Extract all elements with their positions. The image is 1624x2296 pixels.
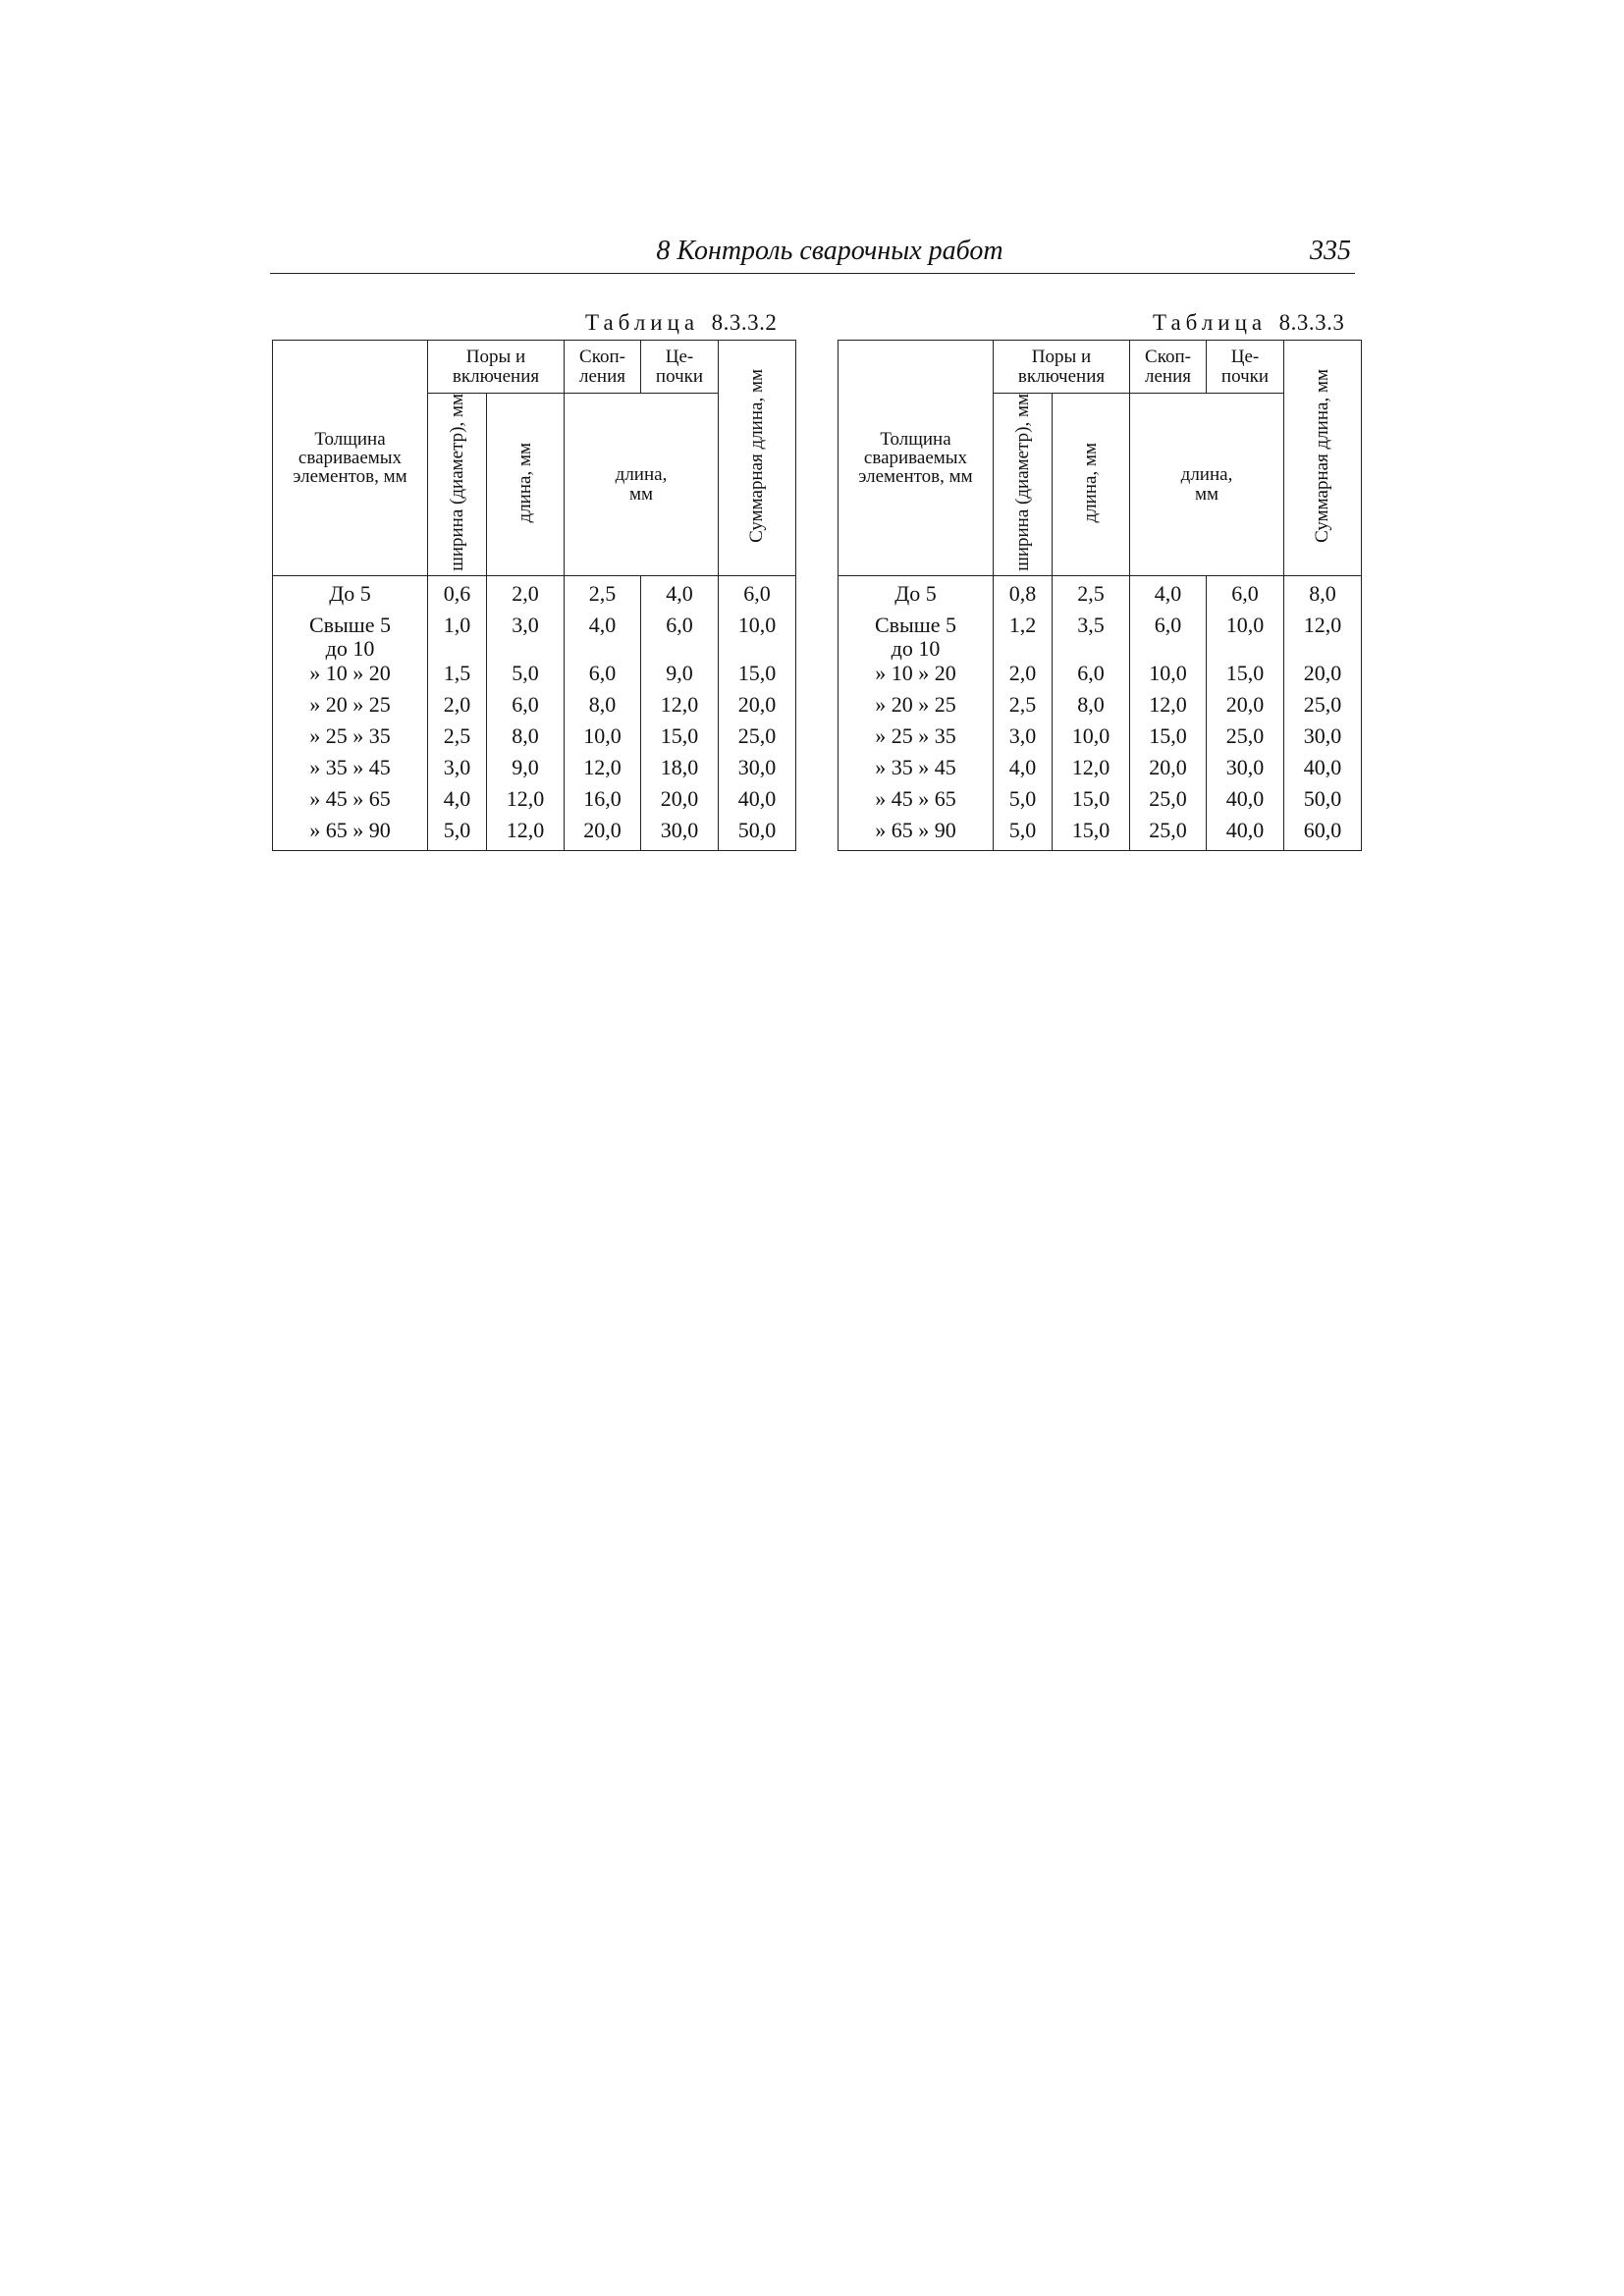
cell-width: 2,0 [428, 693, 487, 724]
cell-chains: 15,0 [1207, 662, 1284, 693]
cell-clusters: 4,0 [1130, 576, 1207, 614]
cell-thickness: » 35 » 45 [273, 756, 428, 787]
header-width: ширина (диаметр), мм [446, 394, 467, 571]
cell-length: 6,0 [487, 693, 565, 724]
cell-thickness: » 45 » 65 [273, 787, 428, 819]
cell-width: 3,0 [994, 724, 1053, 756]
header-total-cell [719, 341, 796, 576]
cell-chains: 10,0 [1207, 614, 1284, 661]
cell-chains: 6,0 [1207, 576, 1284, 614]
chapter-title: 8 Контроль сварочных работ [656, 236, 1003, 266]
table-row [273, 614, 796, 661]
table-caption [585, 310, 777, 336]
cell-width: 1,5 [428, 662, 487, 693]
cell-clusters: 12,0 [565, 756, 641, 787]
cell-length: 12,0 [1053, 756, 1130, 787]
header-pores: Поры и включения [428, 341, 565, 394]
header-clusters: Скоп- ления [565, 341, 641, 394]
cell-thickness: До 5 [839, 576, 994, 614]
cell-clusters: 6,0 [1130, 614, 1207, 661]
cell-length: 3,5 [1053, 614, 1130, 661]
cell-thickness: Свыше 5 до 10 [839, 614, 994, 661]
table-row [839, 662, 1362, 693]
cell-length: 10,0 [1053, 724, 1130, 756]
cell-length: 8,0 [487, 724, 565, 756]
cell-clusters: 20,0 [565, 819, 641, 851]
cell-width: 5,0 [994, 787, 1053, 819]
header-length-cell [487, 394, 565, 576]
cell-total: 12,0 [1284, 614, 1362, 661]
header-thickness: Толщина свариваемых элементов, мм [273, 341, 428, 576]
cell-clusters: 12,0 [1130, 693, 1207, 724]
cell-chains: 40,0 [1207, 787, 1284, 819]
cell-clusters: 15,0 [1130, 724, 1207, 756]
data-table [838, 340, 1362, 851]
cell-chains: 20,0 [1207, 693, 1284, 724]
table-row [839, 819, 1362, 851]
table-row [839, 724, 1362, 756]
cell-length: 15,0 [1053, 819, 1130, 851]
cell-length: 9,0 [487, 756, 565, 787]
cell-total: 20,0 [719, 693, 796, 724]
table-row [839, 756, 1362, 787]
cell-length: 12,0 [487, 819, 565, 851]
cell-clusters: 16,0 [565, 787, 641, 819]
header-length-cell [1053, 394, 1130, 576]
cell-length: 6,0 [1053, 662, 1130, 693]
cell-total: 30,0 [1284, 724, 1362, 756]
header-len-mm: длина, мм [565, 394, 719, 576]
table-row [839, 576, 1362, 614]
header-clusters: Скоп- ления [1130, 341, 1207, 394]
cell-width: 3,0 [428, 756, 487, 787]
cell-total: 20,0 [1284, 662, 1362, 693]
cell-width: 2,5 [428, 724, 487, 756]
cell-thickness: » 20 » 25 [273, 693, 428, 724]
header-width: ширина (диаметр), мм [1011, 394, 1033, 571]
cell-thickness: » 10 » 20 [273, 662, 428, 693]
cell-total: 25,0 [719, 724, 796, 756]
cell-chains: 15,0 [641, 724, 719, 756]
table-row [273, 756, 796, 787]
header-len-mm: длина, мм [1130, 394, 1284, 576]
cell-length: 2,5 [1053, 576, 1130, 614]
caption-number: 8.3.3.2 [711, 310, 778, 335]
cell-length: 5,0 [487, 662, 565, 693]
table-body [273, 576, 796, 850]
cell-width: 2,5 [994, 693, 1053, 724]
header-total: Суммарная длина, мм [1312, 368, 1333, 543]
cell-total: 30,0 [719, 756, 796, 787]
header-chains: Це- почки [1207, 341, 1284, 394]
cell-chains: 4,0 [641, 576, 719, 614]
cell-thickness: » 20 » 25 [839, 693, 994, 724]
cell-clusters: 25,0 [1130, 787, 1207, 819]
cell-thickness: » 10 » 20 [839, 662, 994, 693]
cell-total: 40,0 [1284, 756, 1362, 787]
cell-chains: 18,0 [641, 756, 719, 787]
cell-chains: 30,0 [1207, 756, 1284, 787]
cell-length: 2,0 [487, 576, 565, 614]
table-body [839, 576, 1362, 850]
cell-thickness: » 65 » 90 [273, 819, 428, 851]
table-row [273, 576, 796, 614]
header-pores: Поры и включения [994, 341, 1130, 394]
table-row [839, 614, 1362, 661]
table-row [273, 787, 796, 819]
cell-width: 1,2 [994, 614, 1053, 661]
header-total-cell [1284, 341, 1362, 576]
caption-word: Таблица [585, 310, 700, 335]
cell-total: 15,0 [719, 662, 796, 693]
cell-clusters: 2,5 [565, 576, 641, 614]
cell-thickness: » 65 » 90 [839, 819, 994, 851]
cell-length: 15,0 [1053, 787, 1130, 819]
cell-length: 3,0 [487, 614, 565, 661]
header-total: Суммарная длина, мм [746, 368, 768, 543]
table-row [273, 662, 796, 693]
cell-width: 5,0 [994, 819, 1053, 851]
cell-length: 12,0 [487, 787, 565, 819]
cell-total: 10,0 [719, 614, 796, 661]
table-row [273, 819, 796, 851]
cell-clusters: 8,0 [565, 693, 641, 724]
cell-clusters: 10,0 [1130, 662, 1207, 693]
cell-chains: 12,0 [641, 693, 719, 724]
cell-clusters: 6,0 [565, 662, 641, 693]
cell-total: 6,0 [719, 576, 796, 614]
cell-clusters: 20,0 [1130, 756, 1207, 787]
cell-total: 60,0 [1284, 819, 1362, 851]
cell-thickness: » 35 » 45 [839, 756, 994, 787]
header-chains: Це- почки [641, 341, 719, 394]
cell-width: 4,0 [994, 756, 1053, 787]
cell-total: 50,0 [1284, 787, 1362, 819]
cell-chains: 9,0 [641, 662, 719, 693]
cell-chains: 6,0 [641, 614, 719, 661]
table-row [839, 693, 1362, 724]
cell-thickness: » 25 » 35 [273, 724, 428, 756]
cell-thickness: » 45 » 65 [839, 787, 994, 819]
cell-chains: 30,0 [641, 819, 719, 851]
table-row [839, 787, 1362, 819]
cell-thickness: » 25 » 35 [839, 724, 994, 756]
caption-word: Таблица [1153, 310, 1268, 335]
page-header [270, 232, 1355, 274]
table-row [273, 693, 796, 724]
caption-number: 8.3.3.3 [1278, 310, 1345, 335]
cell-clusters: 25,0 [1130, 819, 1207, 851]
cell-total: 40,0 [719, 787, 796, 819]
cell-total: 8,0 [1284, 576, 1362, 614]
cell-thickness: Свыше 5 до 10 [273, 614, 428, 661]
cell-width: 2,0 [994, 662, 1053, 693]
cell-width: 5,0 [428, 819, 487, 851]
cell-total: 25,0 [1284, 693, 1362, 724]
cell-chains: 25,0 [1207, 724, 1284, 756]
cell-width: 4,0 [428, 787, 487, 819]
header-width-cell [428, 394, 487, 576]
header-thickness: Толщина свариваемых элементов, мм [839, 341, 994, 576]
header-length: длина, мм [514, 442, 536, 523]
cell-clusters: 4,0 [565, 614, 641, 661]
table-row [273, 724, 796, 756]
cell-chains: 40,0 [1207, 819, 1284, 851]
cell-length: 8,0 [1053, 693, 1130, 724]
page-number: 335 [1310, 236, 1351, 266]
cell-width: 1,0 [428, 614, 487, 661]
cell-width: 0,8 [994, 576, 1053, 614]
cell-total: 50,0 [719, 819, 796, 851]
cell-clusters: 10,0 [565, 724, 641, 756]
cell-width: 0,6 [428, 576, 487, 614]
cell-thickness: До 5 [273, 576, 428, 614]
header-length: длина, мм [1080, 442, 1102, 523]
cell-chains: 20,0 [641, 787, 719, 819]
data-table [272, 340, 796, 851]
header-width-cell [994, 394, 1053, 576]
table-caption [1153, 310, 1344, 336]
